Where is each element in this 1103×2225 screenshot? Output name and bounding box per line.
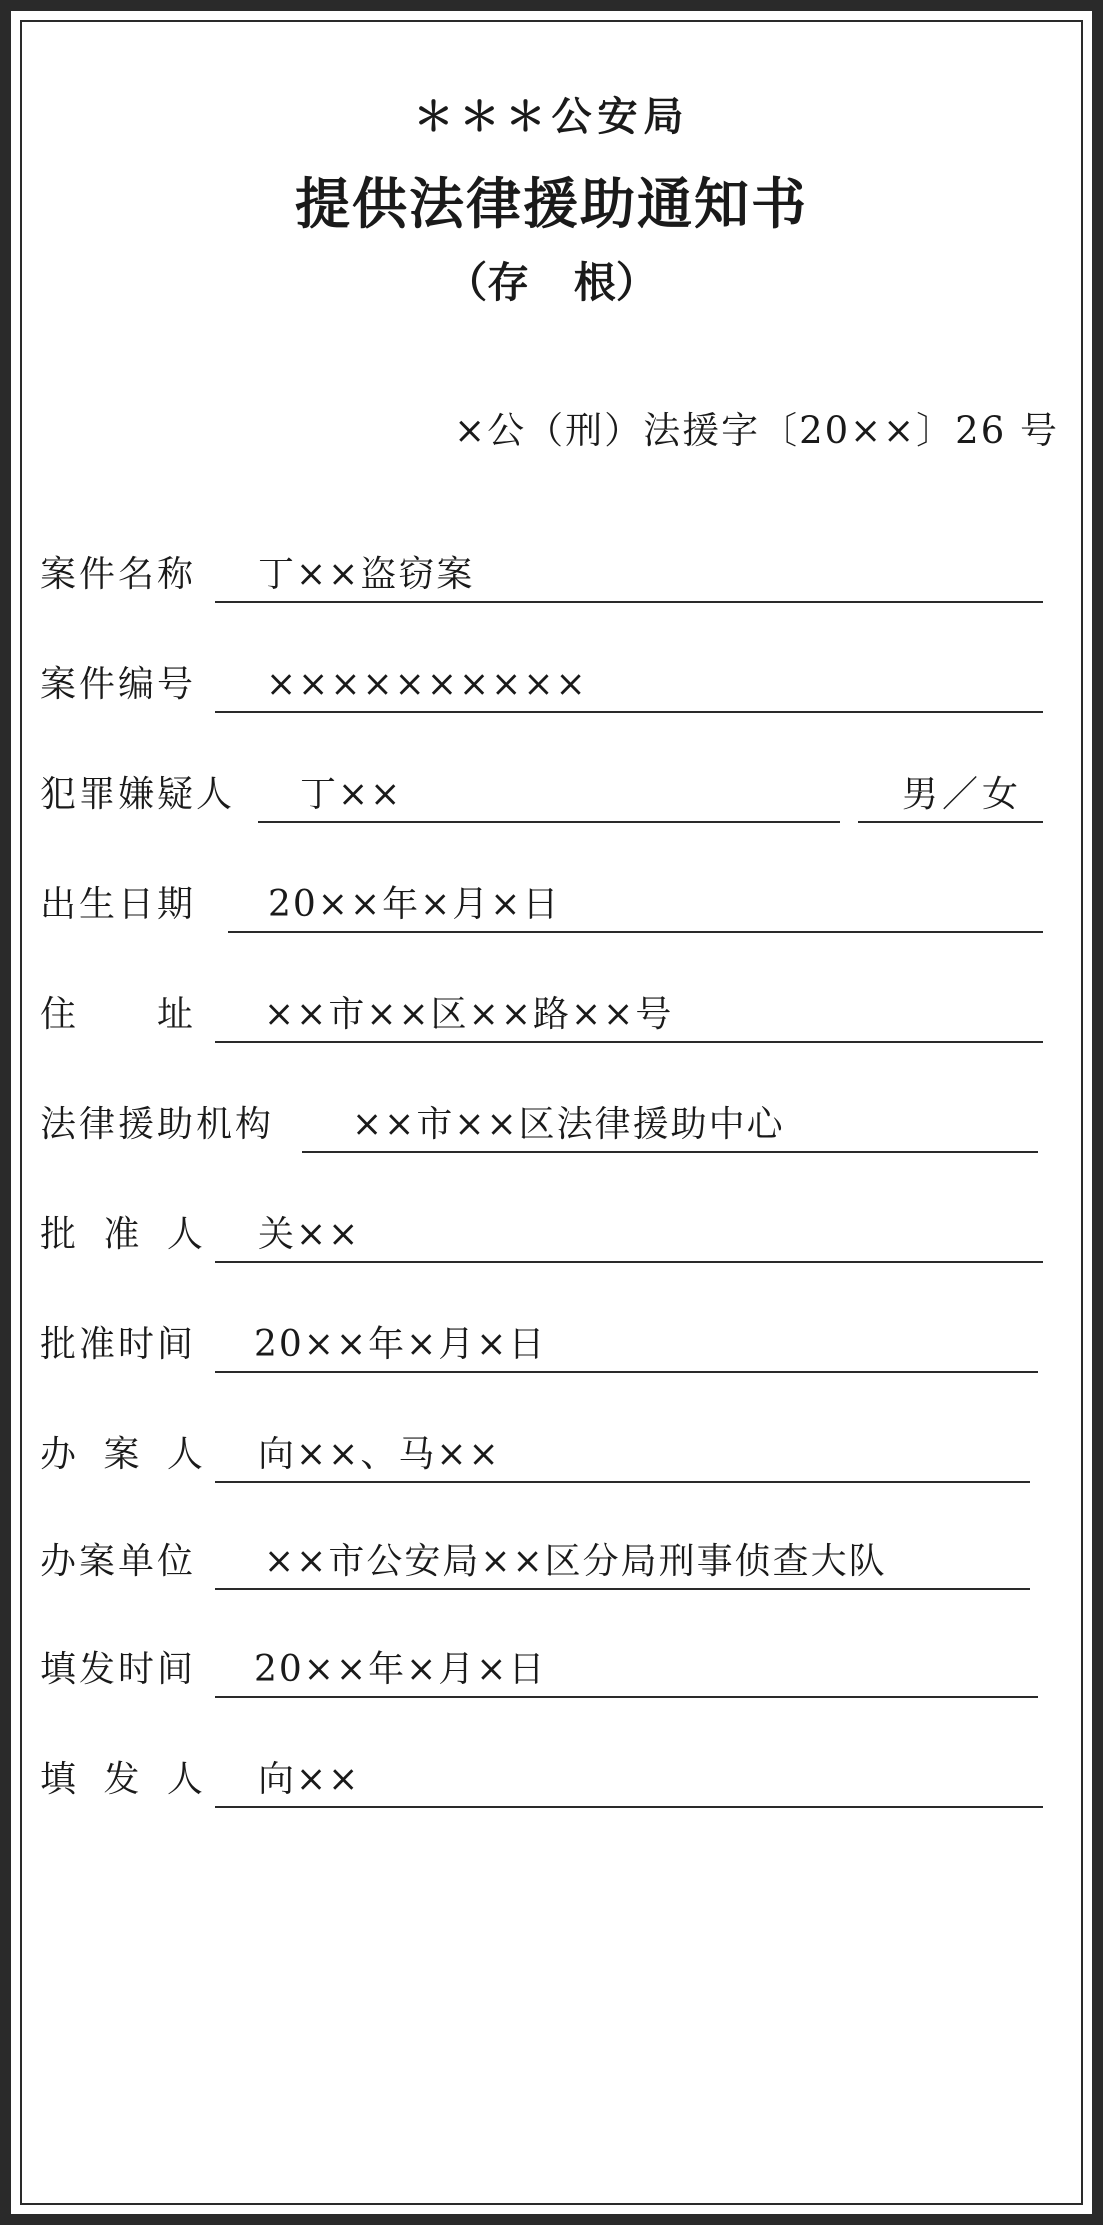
case-number-label: 案件编号 — [40, 664, 197, 705]
fill-line — [215, 711, 1043, 713]
approval-time-value: 20××年×月×日 — [254, 1324, 547, 1365]
birth-date-label: 出生日期 — [40, 884, 197, 925]
field-row-issuer — [0, 1758, 1103, 1818]
case-handler-value: 向××、马×× — [258, 1434, 501, 1475]
suspect-value: 丁×× — [300, 774, 403, 815]
fill-line — [215, 601, 1043, 603]
gender-options — [902, 773, 1022, 817]
approver-label: 批 准 人 — [40, 1214, 211, 1255]
field-row-legal-aid-agency — [0, 1103, 1103, 1163]
issuer-label: 填 发 人 — [40, 1759, 211, 1800]
field-row-address — [0, 993, 1103, 1053]
case-handler-label: 办 案 人 — [40, 1434, 211, 1475]
field-row-birth-date — [0, 883, 1103, 943]
issue-time-label: 填发时间 — [40, 1649, 197, 1690]
gender-value: 男／女 — [902, 774, 1023, 815]
document-title: 提供法律援助通知书 — [294, 171, 808, 236]
field-row-case-handler — [0, 1433, 1103, 1493]
field-row-case-name — [0, 553, 1103, 613]
field-row-approval-time — [0, 1323, 1103, 1383]
approver-value: 关×× — [258, 1214, 361, 1255]
issue-time-value: 20××年×月×日 — [254, 1649, 547, 1690]
field-row-approver — [0, 1213, 1103, 1273]
case-name-label: 案件名称 — [40, 554, 197, 595]
fill-line — [215, 1261, 1043, 1263]
fill-line — [215, 1481, 1030, 1483]
field-row-suspect — [0, 773, 1103, 833]
address-value: ××市××区××路××号 — [264, 994, 674, 1035]
fill-line — [228, 931, 1043, 933]
fill-line — [302, 1151, 1038, 1153]
legal-aid-agency-value: ××市××区法律援助中心 — [352, 1104, 785, 1145]
gender-fill-line — [858, 821, 1043, 823]
legal-aid-agency-label: 法律援助机构 — [40, 1104, 275, 1145]
case-name-value: 丁××盗窃案 — [258, 554, 475, 595]
suspect-label: 犯罪嫌疑人 — [40, 774, 236, 815]
issuer-value: 向×× — [258, 1759, 361, 1800]
fill-line — [258, 821, 840, 823]
document-subtitle: （存 根） — [445, 258, 658, 307]
fill-line — [215, 1806, 1043, 1808]
handling-unit-value: ××市公安局××区分局刑事侦查大队 — [264, 1541, 887, 1582]
address-label: 住 址 — [40, 994, 197, 1035]
issuing-authority: ＊＊＊公安局 — [413, 93, 690, 140]
fill-line — [215, 1041, 1043, 1043]
field-row-case-number — [0, 663, 1103, 723]
document-number: ×公（刑）法援字〔20××〕26 号 — [454, 409, 1059, 452]
birth-date-value: 20××年×月×日 — [268, 884, 561, 925]
approval-time-label: 批准时间 — [40, 1324, 197, 1365]
case-number-value: ×××××××××× — [266, 664, 588, 705]
field-row-issue-time — [0, 1648, 1103, 1708]
fill-line — [215, 1588, 1030, 1590]
handling-unit-label: 办案单位 — [40, 1541, 197, 1582]
field-row-handling-unit — [0, 1540, 1103, 1600]
fill-line — [215, 1696, 1038, 1698]
fill-line — [215, 1371, 1038, 1373]
